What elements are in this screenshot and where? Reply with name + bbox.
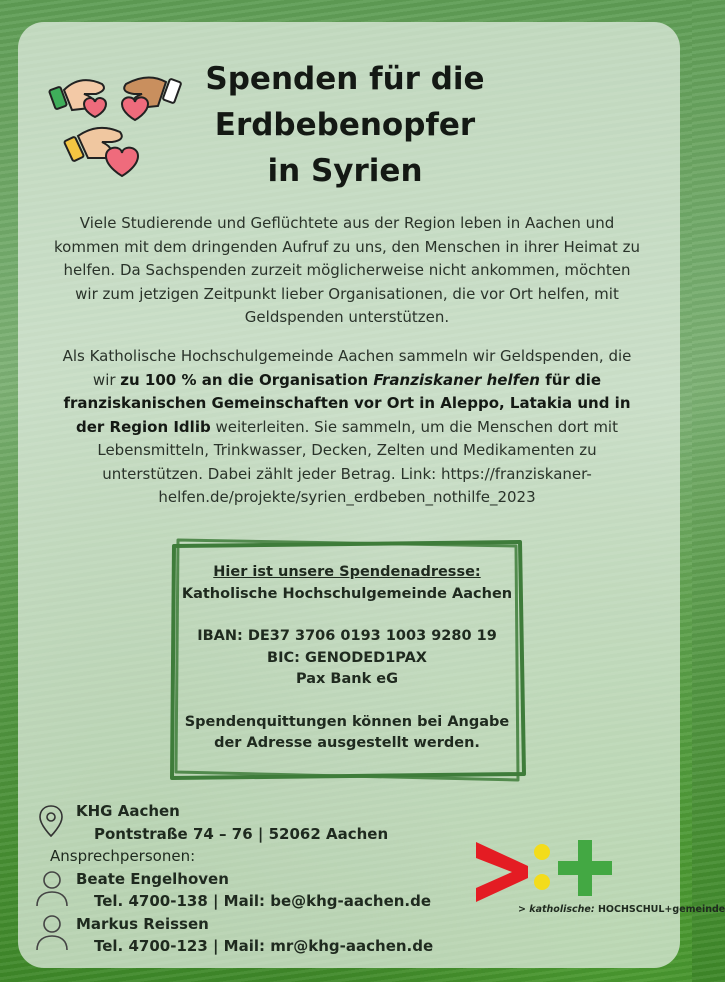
contacts-label: Ansprechpersonen: [50, 847, 196, 865]
bank-name: Pax Bank eG [295, 671, 398, 687]
title-line-1: Spenden für die [205, 61, 485, 97]
person-2-details: Tel. 4700-123 | Mail: mr@khg-aachen.de [94, 937, 434, 955]
intro-paragraph: Viele Studierende und Geflüchtete aus der Region leben in Aachen und kommen mit dem dringenden Aufruf zu uns, den Menschen in ihrer Heimat zu helfen. Da Sachspenden zurzeit möglicherweise nicht ankommen, möchten wir zum jetzigen Zeitpunkt lieber Organisationen, die vor Ort helfen, mit Geldspenden unterstützen. [54, 214, 640, 326]
donation-text-d: für die franziskanischen Gemeinschaften vor Ort in Aleppo, Latakia und in der Region Idlib [63, 370, 631, 436]
donation-text-b: zu 100 % an die Organisation [120, 370, 374, 389]
page-title [180, 56, 510, 194]
hands-hearts-icon [50, 70, 190, 190]
contact-block [36, 800, 456, 958]
title-line-3: in Syrien [267, 153, 423, 189]
title-line-2: Erdbebenopfer [214, 107, 476, 143]
logo-text [518, 904, 725, 915]
receipt-line-1: Spendenquittungen können bei Angabe [184, 713, 510, 730]
logo-name: HOCHSCHUL+gemeinde [597, 904, 725, 915]
person-1-name: Beate Engelhoven [76, 869, 229, 888]
contact-org: KHG Aachen [76, 802, 180, 820]
contact-address: Pontstraße 74 – 76 | 52062 Aachen [94, 824, 389, 843]
logo-prefix: > katholische: [518, 904, 598, 915]
donation-address-box [168, 536, 526, 782]
receipt-line-2: der Adresse ausgestellt werden. [214, 735, 480, 751]
donation-text-e: weiterleiten. Sie sammeln, um die Menschen dort mit Lebensmitteln, Trinkwasser, Decken, Zelten und Medikamenten zu unterstützen. Dabei zählt jeder Betrag. Link: https://franziskaner-helfen.de/projekte/syrien_erdbeben_nothilfe_2023 [97, 417, 618, 506]
donation-recipient: Katholische Hochschulgemeinde Aachen [181, 585, 513, 602]
iban: IBAN: DE37 3706 0193 1003 9280 19 [197, 628, 497, 644]
person-1-details: Tel. 4700-138 | Mail: be@khg-aachen.de [94, 892, 432, 910]
organization-name: Franziskaner helfen [373, 370, 540, 389]
donation-paragraph [52, 345, 642, 510]
bic: BIC: GENODED1PAX [267, 649, 427, 666]
donation-text-a: Als Katholische Hochschulgemeinde Aachen sammeln wir Geldspenden, die wir [62, 347, 632, 389]
donation-heading: Hier ist unsere Spendenadresse: [213, 564, 481, 580]
person-2-name: Markus Reissen [76, 914, 209, 933]
